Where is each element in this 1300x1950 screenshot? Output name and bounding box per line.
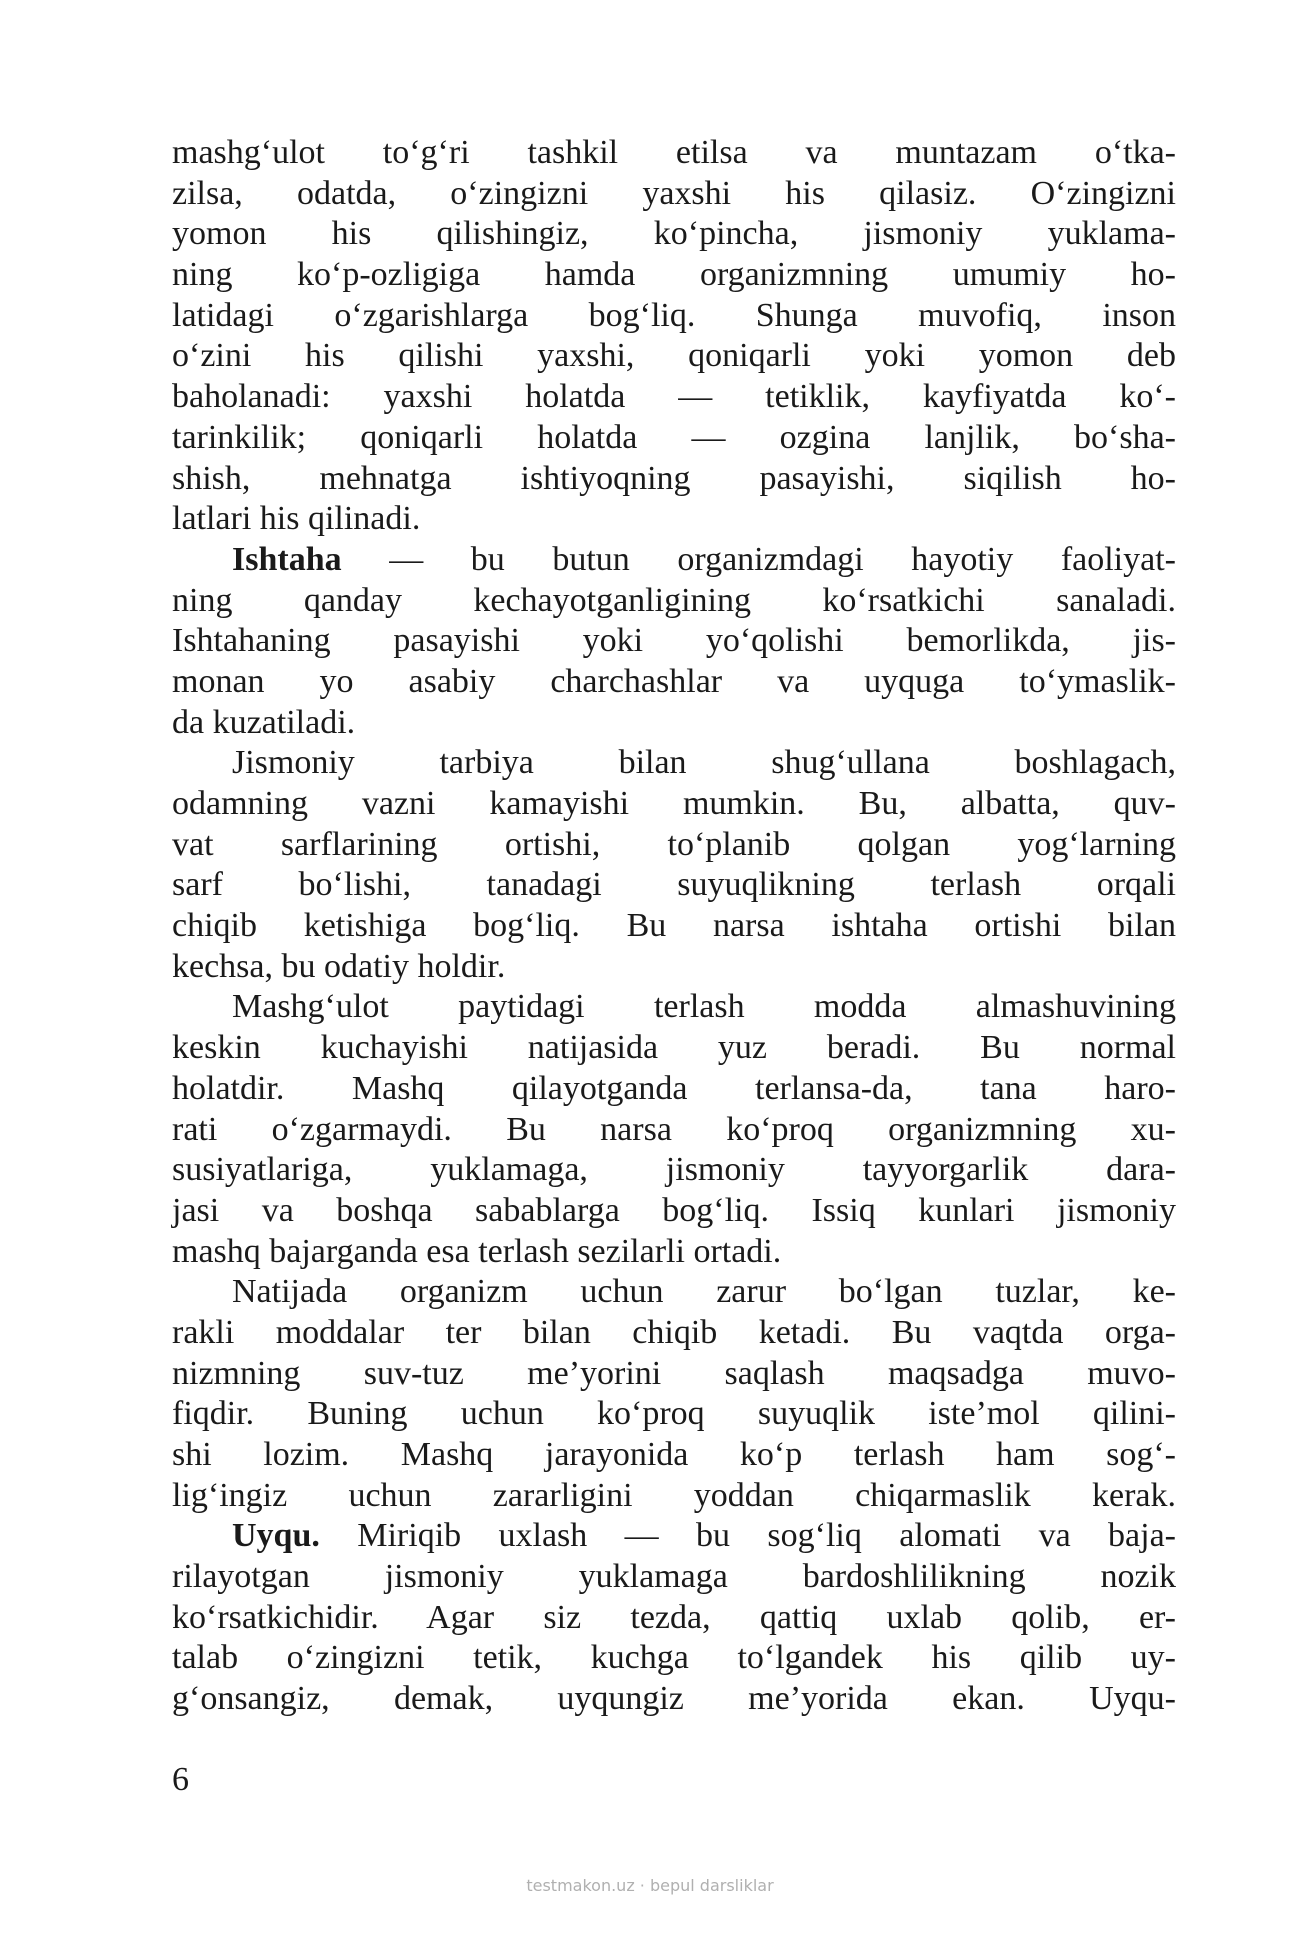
text-line: talab o‘zingizni tetik, kuchga to‘lgandek his qilib uy- (172, 1639, 1176, 1677)
text-line: latidagi o‘zgarishlarga bog‘liq. Shunga muvofiq, inson (172, 296, 1176, 334)
text-line: shi lozim. Mashq jarayonida ko‘p terlash ham sog‘- (172, 1436, 1176, 1473)
text-line: yomon his qilishingiz, ko‘pincha, jismoniy yuklama- (172, 215, 1176, 253)
text-line: zilsa, odatda, o‘zingizni yaxshi his qilasiz. O‘zingizni (172, 174, 1176, 212)
text-line: Ishtahaning pasayishi yoki yo‘qolishi bemorlikda, jis- (172, 622, 1176, 660)
text-line: keskin kuchayishi natijasida yuz beradi. Bu normal (172, 1029, 1176, 1067)
text-line: monan yo asabiy charchashlar va uyquga to‘ymaslik- (172, 662, 1176, 700)
text-line: kechsa, bu odatiy holdir. (172, 947, 506, 985)
text-line: fiqdir. Buning uchun ko‘proq suyuqlik iste’mol qilini- (172, 1395, 1176, 1433)
paragraph-appetite-first-line (172, 540, 1176, 581)
body-text (172, 133, 1176, 1720)
text-line: Jismoniy tarbiya bilan shug‘ullana boshlagach, (232, 744, 1176, 782)
text-line: mashq bajarganda esa terlash sezilarli ortadi. (172, 1232, 782, 1270)
text-line: shish, mehnatga ishtiyoqning pasayishi, siqilish ho- (172, 459, 1176, 497)
term-sleep: Uyqu. (232, 1517, 320, 1555)
text-line: Mashg‘ulot paytidagi terlash modda almashuvining (232, 988, 1176, 1026)
text-line: tarinkilik; qoniqarli holatda — ozgina lanjlik, bo‘sha- (172, 418, 1176, 456)
text-line: susiyatlariga, yuklamaga, jismoniy tayyorgarlik dara- (172, 1151, 1176, 1189)
text-line: ning qanday kechayotganligining ko‘rsatkichi sanaladi. (172, 581, 1176, 619)
text-line: ning ko‘p-ozligiga hamda organizmning umumiy ho- (172, 256, 1176, 294)
text-line: sarf bo‘lishi, tanadagi suyuqlikning terlash orqali (172, 866, 1176, 904)
text-line: jasi va boshqa sabablarga bog‘liq. Issiq kunlari jismoniy (172, 1191, 1176, 1229)
footer-watermark: testmakon.uz · bepul darsliklar (526, 1876, 774, 1895)
page-number: 6 (172, 1761, 189, 1798)
text-line: chiqib ketishiga bog‘liq. Bu narsa ishtaha ortishi bilan (172, 907, 1176, 945)
text-line: rati o‘zgarmaydi. Bu narsa ko‘proq organizmning xu- (172, 1110, 1176, 1148)
text-line: latlari his qilinadi. (172, 500, 421, 538)
text-line: odamning vazni kamayishi mumkin. Bu, albatta, quv- (172, 785, 1176, 822)
text-line: rilayotgan jismoniy yuklamaga bardoshlilikning nozik (172, 1558, 1176, 1596)
text-run: Miriqib uxlash — bu sog‘liq alomati va baja- (357, 1517, 1176, 1555)
term-appetite: Ishtaha (232, 540, 342, 578)
text-line: Natijada organizm uchun zarur bo‘lgan tuzlar, ke- (232, 1273, 1176, 1311)
text-line: baholanadi: yaxshi holatda — tetiklik, kayfiyatda ko‘- (172, 378, 1176, 416)
text-line: nizmning suv-tuz me’yorini saqlash maqsadga muvo- (172, 1354, 1176, 1392)
paragraph-sleep-first-line (172, 1516, 1176, 1557)
text-line: g‘onsangiz, demak, uyqungiz me’yorida ekan. Uyqu- (172, 1680, 1176, 1718)
text-line: holatdir. Mashq qilayotganda terlansa-da, tana haro- (172, 1069, 1176, 1107)
text-run: — bu butun organizmdagi hayotiy faoliyat- (389, 540, 1176, 578)
text-line: vat sarflarining ortishi, to‘planib qolgan yog‘larning (172, 825, 1176, 863)
text-line: mashg‘ulot to‘g‘ri tashkil etilsa va muntazam o‘tka- (172, 134, 1176, 171)
text-line: lig‘ingiz uchun zararligini yoddan chiqarmaslik kerak. (172, 1476, 1176, 1514)
text-line: ko‘rsatkichidir. Agar siz tezda, qattiq uxlab qolib, er- (172, 1598, 1176, 1636)
text-line: rakli moddalar ter bilan chiqib ketadi. Bu vaqtda orga- (172, 1313, 1176, 1351)
text-line: o‘zini his qilishi yaxshi, qoniqarli yoki yomon deb (172, 337, 1176, 375)
text-line: da kuzatiladi. (172, 703, 356, 741)
